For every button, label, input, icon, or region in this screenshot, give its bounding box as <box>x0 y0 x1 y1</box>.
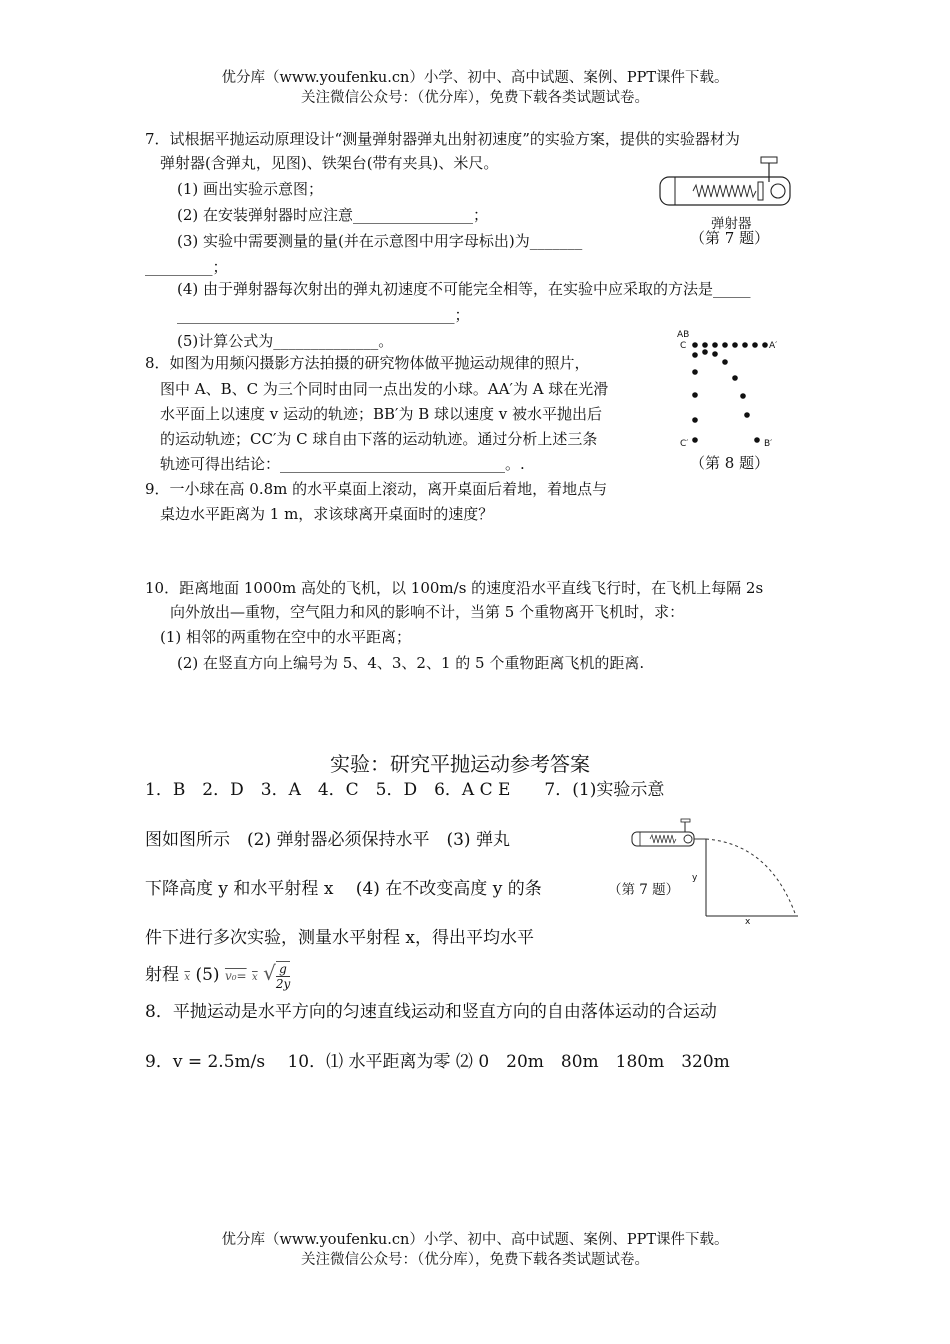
footer-line-2: 关注微信公众号：（优分库），免费下载各类试题试卷。 <box>301 1252 649 1268</box>
q7-sub-5: (5)计算公式为______________。 <box>177 332 394 350</box>
q8-line-1: 8．如图为用频闪摄影方法拍摄的研究物体做平抛运动规律的照片， <box>145 354 590 372</box>
sqrt-sign: √ <box>263 961 276 985</box>
answers-line-3: 下降高度 y 和水平射程 x (4) 在不改变高度 y 的条 <box>145 879 542 899</box>
q9-line-2: 桌边水平距离为 1 m，求该球离开桌面时的速度？ <box>160 505 494 523</box>
q8-line-3: 水平面上以速度 v 运动的轨迹；BB′为 B 球以速度 v 被水平抛出后 <box>160 405 603 423</box>
q7-fig-caption: （第 7 题） <box>690 229 770 247</box>
q8-line-2: 图中 A、B、C 为三个同时由同一点出发的小球。AA′为 A 球在光滑 <box>160 380 609 398</box>
answers-title: 实验：研究平抛运动参考答案 <box>330 752 590 776</box>
answers-line-4: 件下进行多次实验，测量水平射程 x，得出平均水平 <box>145 928 534 948</box>
fraction-numerator: g <box>276 962 290 977</box>
answers-line-5-mid: (5) <box>195 965 220 985</box>
v0-symbol: v₀= <box>224 969 247 983</box>
q10-line-4: (2) 在竖直方向上编号为 5、4、3、2、1 的 5 个重物距离飞机的距离. <box>177 654 645 672</box>
q8-line-5: 轨迹可得出结论：______________________________。. <box>160 455 525 473</box>
q7-sub-2: (2) 在安装弹射器时应注意________________； <box>177 206 489 224</box>
q9-line-1: 9．一小球在高 0.8m 的水平桌面上滚动，离开桌面后着地，着地点与 <box>145 480 608 498</box>
answers-line-8: 8．平抛运动是水平方向的匀速直线运动和竖直方向的自由落体运动的合运动 <box>145 1002 717 1022</box>
header-line-2: 关注微信公众号：（优分库），免费下载各类试题试卷。 <box>301 90 649 106</box>
answers-line-1: 1．B 2．D 3．A 4．C 5．D 6．A C E 7．(1)实验示意 <box>145 780 665 800</box>
q8-fig-label-ab: AB <box>677 330 690 340</box>
footer-line-1: 优分库（www.youfenku.cn）小学、初中、高中试题、案例、PPT课件下载。 <box>221 1232 729 1248</box>
answers-line-2: 图如图所示 (2) 弹射器必须保持水平 (3) 弹丸 <box>145 830 510 850</box>
sqrt-fraction <box>276 961 290 991</box>
header-line-1: 优分库（www.youfenku.cn）小学、初中、高中试题、案例、PPT课件下载。 <box>221 70 729 86</box>
strobe-figure <box>685 340 778 450</box>
q8-fig-label-b-prime: B′ <box>764 439 773 449</box>
answer-trajectory-figure <box>630 818 805 928</box>
answers-line-9-10: 9．v = 2.5m/s 10．⑴ 水平距离为零 ⑵ 0 20m 80m 180m 320m <box>145 1052 730 1072</box>
q8-line-4: 的运动轨迹；CC′为 C 球自由下落的运动轨迹。通过分析上述三条 <box>160 430 598 448</box>
answers-line-5 <box>145 960 290 991</box>
q8-fig-label-a-prime: A′ <box>769 341 778 351</box>
q7-line-2: 弹射器(含弹丸，见图)、铁架台(带有夹具)、米尺。 <box>160 154 499 172</box>
q7-sub-4-cont: _____________________________________； <box>177 306 470 324</box>
mean-x-symbol-2: $\overline{x}$ <box>252 972 258 983</box>
answer-fig-caption: （第 7 题） <box>608 882 680 898</box>
answer-fig-y-label: y <box>692 873 698 883</box>
q8-fig-caption: （第 8 题） <box>690 454 770 472</box>
q10-line-3: (1) 相邻的两重物在空中的水平距离； <box>160 628 412 646</box>
q10-line-2: 向外放出—重物，空气阻力和风的影响不计，当第 5 个重物离开飞机时，求： <box>170 603 685 621</box>
q7-sub-3: (3) 实验中需要测量的量(并在示意图中用字母标出)为_______ <box>177 232 583 250</box>
fraction-denominator: 2y <box>275 976 291 991</box>
q7-sub-4: (4) 由于弹射器每次射出的弹丸初速度不可能完全相等，在实验中应采取的方法是_____ <box>177 280 751 298</box>
q10-line-1: 10．距离地面 1000m 高处的飞机，以 100m/s 的速度沿水平直线飞行时，在飞机上每隔 2s <box>145 579 764 597</box>
launcher-figure <box>655 155 805 215</box>
q7-fig-label: 弹射器 <box>711 216 752 232</box>
q8-fig-label-c: C <box>680 341 687 351</box>
q7-sub-3-cont: _________； <box>145 258 228 276</box>
mean-x-symbol: $\overline{x}$ <box>184 972 191 983</box>
q7-line-1: 7．试根据平抛运动原理设计“测量弹射器弹丸出射初速度”的实验方案，提供的实验器材为 <box>145 130 740 148</box>
q8-fig-label-c-prime: C′ <box>680 439 689 449</box>
answers-line-5-prefix: 射程 <box>145 965 179 985</box>
q7-sub-1: (1) 画出实验示意图； <box>177 180 324 198</box>
answer-fig-x-label: x <box>745 917 751 927</box>
